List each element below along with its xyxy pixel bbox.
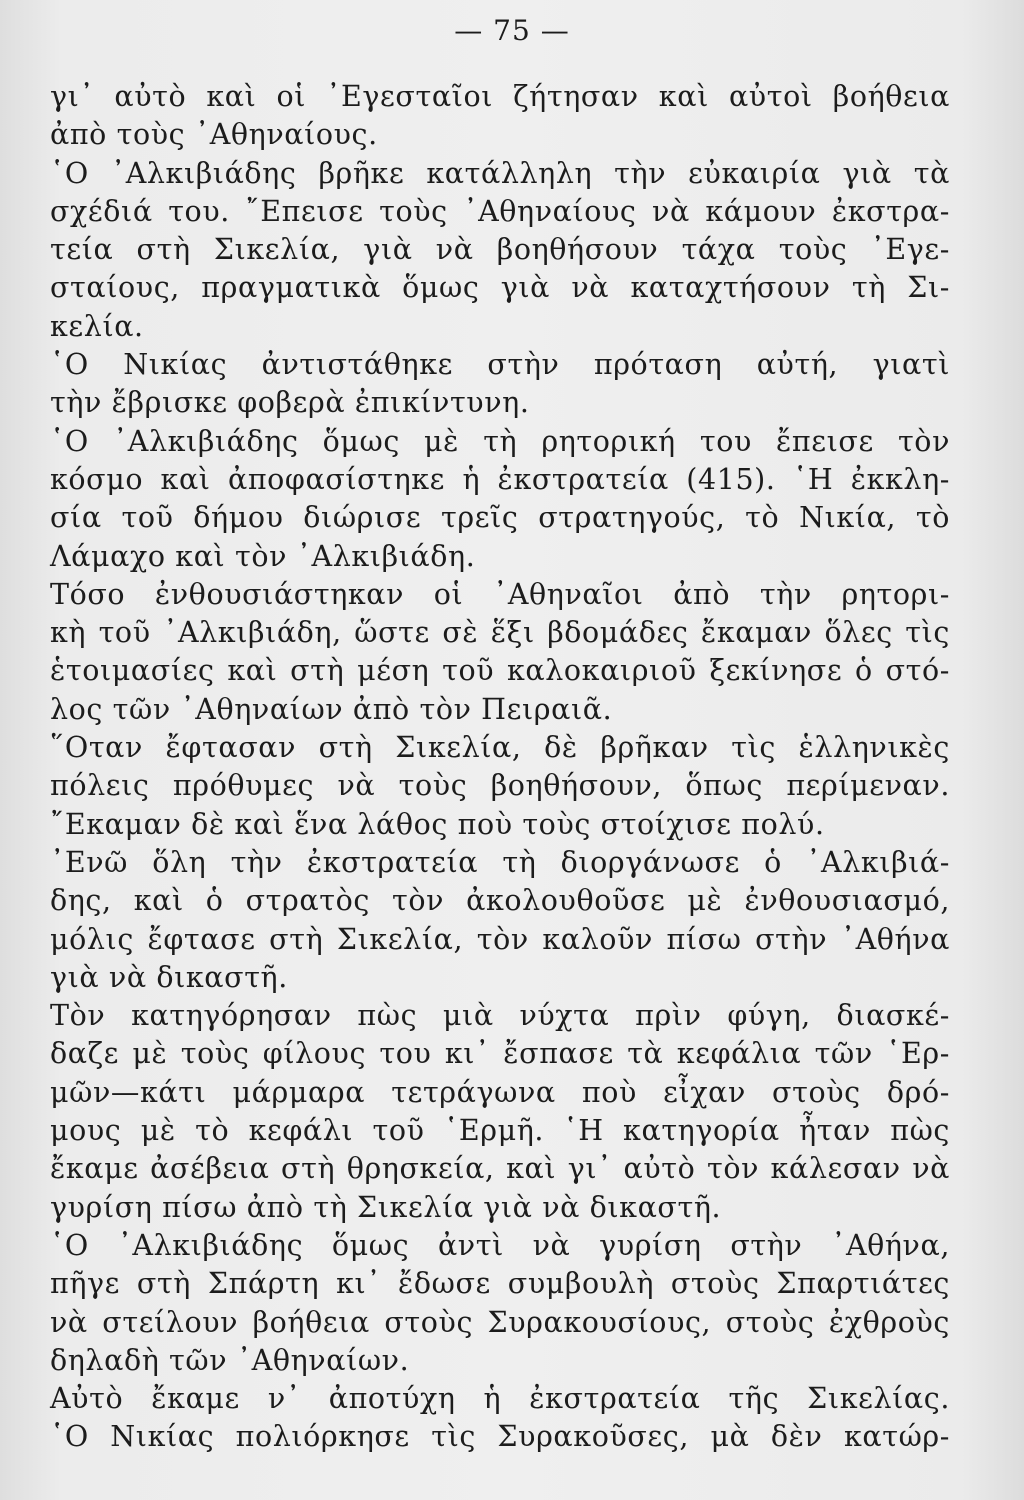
text-line: γιὰ νὰ δικαστῆ. <box>50 960 288 994</box>
text-line: πῆγε στὴ Σπάρτη κι᾿ ἔδωσε συμβουλὴ στοὺς Σπαρτιάτες <box>50 1267 950 1301</box>
text-line: γυρίση πίσω ἀπὸ τὴ Σικελία γιὰ νὰ δικαστῆ. <box>50 1190 722 1224</box>
text-line: ἔκαμε ἀσέβεια στὴ θρησκεία, καὶ γι᾿ αὐτὸ τὸν κάλεσαν νὰ <box>50 1152 950 1186</box>
text-line: δαζε μὲ τοὺς φίλους του κι᾿ ἔσπασε τὰ κεφάλια τῶν ῾Ερ- <box>50 1037 950 1071</box>
text-line: τεία στὴ Σικελία, γιὰ νὰ βοηθήσουν τάχα τοὺς ᾿Εγε- <box>50 233 950 267</box>
text-line: δης, καὶ ὁ στρατὸς τὸν ἀκολουθοῦσε μὲ ἐνθουσιασμό, <box>50 884 950 918</box>
text-line: Λάμαχο καὶ τὸν ᾿Αλκιβιάδη. <box>50 539 476 573</box>
text-line: γι᾿ αὐτὸ καὶ οἱ ᾿Εγεσταῖοι ζήτησαν καὶ αὐτοὶ βοήθεια <box>50 80 950 113</box>
text-line: μόλις ἔφτασε στὴ Σικελία, τὸν καλοῦν πίσω στὴν ᾿Αθήνα <box>50 922 950 956</box>
text-line: Αὐτὸ ἔκαμε ν᾿ ἀποτύχη ἡ ἐκστρατεία τῆς Σικελίας. <box>50 1382 950 1416</box>
text-line: κὴ τοῦ ᾿Αλκιβιάδη, ὥστε σὲ ἕξι βδομάδες ἔκαμαν ὅλες τὶς <box>50 616 950 650</box>
text-line: μῶν—κάτι μάρμαρα τετράγωνα ποὺ εἶχαν στοὺς δρό- <box>50 1075 950 1109</box>
text-line: ῞Οταν ἔφτασαν στὴ Σικελία, δὲ βρῆκαν τὶς ἑλληνικὲς <box>50 731 950 765</box>
text-line: δηλαδὴ τῶν ᾿Αθηναίων. <box>50 1343 410 1377</box>
text-line: ῎Εκαμαν δὲ καὶ ἕνα λάθος ποὺ τοὺς στοίχισε πολύ. <box>50 807 825 841</box>
text-line: Τόσο ἐνθουσιάστηκαν οἱ ᾿Αθηναῖοι ἀπὸ τὴν ρητορι- <box>50 577 950 611</box>
text-line: νὰ στείλουν βοήθεια στοὺς Συρακουσίους, στοὺς ἐχθροὺς <box>50 1305 950 1339</box>
text-line: τὴν ἔβρισκε φοβερὰ ἐπικίντυνη. <box>50 386 530 420</box>
text-line: σταίους, πραγματικὰ ὅμως γιὰ νὰ καταχτήσουν τὴ Σι- <box>50 271 950 305</box>
text-line: ῾Ο Νικίας ἀντιστάθηκε στὴν πρόταση αὐτή, γιατὶ <box>50 348 950 382</box>
text-line: ἀπὸ τοὺς ᾿Αθηναίους. <box>50 118 378 152</box>
body-text <box>50 78 950 1457</box>
text-line: ῾Ο ᾿Αλκιβιάδης βρῆκε κατάλληλη τὴν εὐκαιρία γιὰ τὰ <box>50 156 950 190</box>
text-line: Τὸν κατηγόρησαν πὼς μιὰ νύχτα πρὶν φύγη, διασκέ- <box>50 999 950 1033</box>
text-line: κόσμο καὶ ἀποφασίστηκε ἡ ἐκστρατεία (415). ῾Η ἐκκλη- <box>50 462 950 496</box>
text-line: λος τῶν ᾿Αθηναίων ἀπὸ τὸν Πειραιᾶ. <box>50 692 613 726</box>
text-line: ῾Ο Νικίας πολιόρκησε τὶς Συρακοῦσες, μὰ δὲν κατώρ- <box>50 1420 950 1454</box>
text-line: κελία. <box>50 309 144 343</box>
text-line: σχέδιά του. ῎Επεισε τοὺς ᾿Αθηναίους νὰ κάμουν ἐκστρα- <box>50 194 950 228</box>
text-line: πόλεις πρόθυμες νὰ τοὺς βοηθήσουν, ὅπως περίμεναν. <box>50 769 950 803</box>
text-line: σία τοῦ δήμου διώρισε τρεῖς στρατηγούς, τὸ Νικία, τὸ <box>50 501 950 535</box>
text-line: ᾿Ενῶ ὅλη τὴν ἐκστρατεία τὴ διοργάνωσε ὁ ᾿Αλκιβιά- <box>50 845 950 879</box>
text-line: ἑτοιμασίες καὶ στὴ μέση τοῦ καλοκαιριοῦ ξεκίνησε ὁ στό- <box>50 654 950 688</box>
text-line: ῾Ο ᾿Αλκιβιάδης ὅμως ἀντὶ νὰ γυρίση στὴν ᾿Αθήνα, <box>50 1228 950 1262</box>
text-line: μους μὲ τὸ κεφάλι τοῦ ῾Ερμῆ. ῾Η κατηγορία ἦταν πὼς <box>50 1114 950 1148</box>
text-line: ῾Ο ᾿Αλκιβιάδης ὅμως μὲ τὴ ρητορική του ἔπεισε τὸν <box>50 424 950 458</box>
page-number: — 75 — <box>454 14 570 47</box>
